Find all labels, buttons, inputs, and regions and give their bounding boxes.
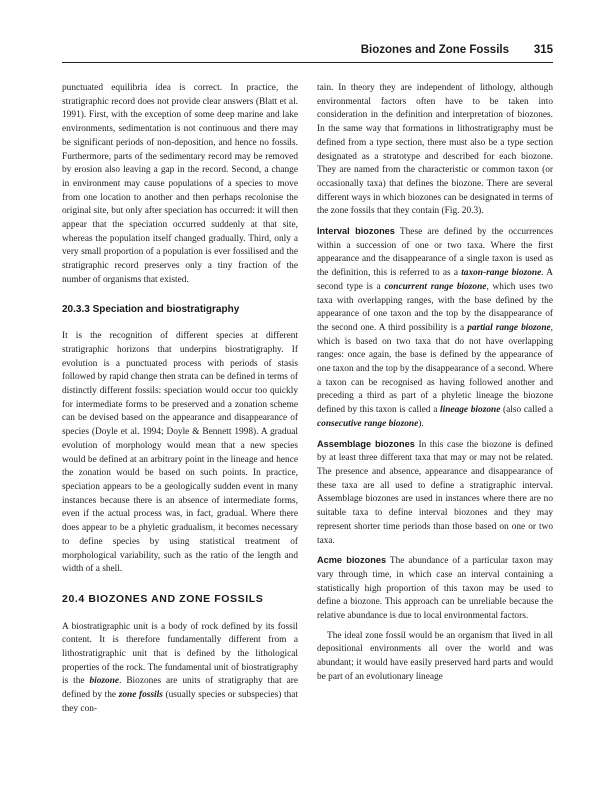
paragraph-interval-biozones (317, 225, 553, 432)
paragraph-ideal-zone-fossil: The ideal zone fossil would be an organism that lived in all depositional environments all over the world and was abundant; it would have easily preserved hard parts and would be part of an evolutionary lineage (317, 630, 553, 682)
paragraph-biostratigraphic-unit (62, 621, 298, 717)
paragraph-biozone-definition: tain. In theory they are independent of lithology, although environmental factors often have to be taken into consideration in the definition and interpretation of biozones. In the same way that formations in lithostratigraphy must be defined from a type section, there must also be a type section designated as a stratotype and described for each biozone. They are named from the characteristic or common taxon (or occasionally taxa) that defines the biozone. There are several different ways in which biozones can be designated in terms of the zone fossils that they contain (Fig. 20.3). (317, 83, 553, 217)
section-heading-biozones: 20.4 BIOZONES AND ZONE FOSSILS (62, 592, 264, 605)
text-run: , which uses two taxa with overlapping ranges, with the base defined by the appearance of one taxon and the top by the disappearance of the second one. A third possibility is a (317, 281, 553, 333)
paragraph-speciation: It is the recognition of different species at different stratigraphic horizons that underpins biostratigraphy. If evolution is a punctuated process with periods of stasis followed by rapid change then strata can be defined in terms of distinctly different fossils: speciation would occur too quickly for intermediate forms to be preserved and a zonation scheme can be devised based on the appearance and disappearance of species (Doyle et al. 1994; Doyle & Bennett 1998). A gradual evolution of morphology would mean that a new species would be defined at an arbitrary point in the lineage and hence the zonation would be based on such points. In practice, speciation appears to be a geologically sudden event in many instances because there is an absence of intermediate forms, even if the actual process was, in fact, gradual. Where there does appear to be a phyletic gradualism, it becomes necessary to define species by using statistical treatment of morphological variability, such as the ratio of the length and width of a shell. (62, 331, 298, 575)
term-lineage-biozone: lineage biozone (440, 405, 501, 416)
term-biozone: biozone (89, 676, 120, 687)
left-column (62, 82, 298, 717)
paragraph-acme-biozones (317, 554, 553, 624)
text-run: . A second type is a (317, 268, 554, 292)
text-run: A biostratigraphic unit is a body of rock defined by its fossil content. It is therefore fundamentally different from a lithostratigraphic unit that is defined by the lithological properties of the rock. The fundamental unit of biostratigraphy is the (62, 621, 298, 687)
running-header (62, 42, 553, 63)
runin-assemblage-biozones: Assemblage biozones (317, 438, 415, 449)
term-zone-fossils: zone fossils (118, 690, 163, 701)
text-run: In this case the biozone is defined by at least three different taxa that may or may not be related. The presence and absence, appearance and disappearance of these taxa are all used to define a stratigraphic interval. Assemblage biozones are used in instances where there are no suitable taxa to define interval biozones and they may represent shorter time periods than those based on one or two taxa. (317, 439, 553, 546)
term-taxon-range-biozone: taxon-range biozone (461, 268, 542, 279)
text-run: (also called a (500, 405, 553, 416)
term-partial-range-biozone: partial range biozone (467, 322, 551, 333)
text-run: . Biozones are units of stratigraphy that are defined by the (62, 676, 298, 701)
text-run: These are defined by the occurrences within a succession of one or two taxa. Where the first appearance and the disappearance of a single taxon is used as the definition, this is referred to as a (317, 227, 553, 279)
text-run: ). (418, 418, 424, 429)
text-run: , which is based on two taxa that do not have overlapping ranges: once again, the base is defined by the appearance of one taxon and the top by the disappearance of a second. Where a taxon can be recognised as having followed another and preceding a third as part of a phyletic lineage the biozone defined by this taxon is called a (317, 322, 554, 416)
section-heading-speciation: 20.3.3 Speciation and biostratigraphy (62, 303, 240, 315)
text-run: The abundance of a particular taxon may vary through time, in which case an interval containing a statistically high proportion of this taxon may be used to define a biozone. This approach can be unreliable because the relative abundance is due to local environmental factors. (317, 556, 553, 622)
running-title: Biozones and Zone Fossils (360, 44, 509, 56)
paragraph-punctuated-equilibria: punctuated equilibria idea is correct. In practice, the stratigraphic record does not provide clear answers (Blatt et al. 1991). First, with the exception of some deep marine and lake environments, sedimentation is not continuous and there may be significant periods of non-deposition, and hence no fossils. Furthermore, parts of the sedimentary record may be removed by erosion also leaving a gap in the record. Second, a change in environment may cause populations of a species to move from one location to another and then perhaps recolonise the original site, but only after speciation has occurred: it will then appear that the speciation occurred suddenly at that site, whereas the population itself changed gradually. Third, only a very small proportion of a population is ever fossilised and the stratigraphic record preserves only a tiny fraction of the number of organisms that existed. (62, 83, 298, 285)
term-concurrent-range-biozone: concurrent range biozone (384, 281, 487, 292)
term-consecutive-range-biozone: consecutive range biozone (317, 418, 419, 429)
text-run: (usually species or subspecies) that they con- (62, 690, 298, 714)
page-number: 315 (533, 44, 553, 56)
runin-interval-biozones: Interval biozones (317, 226, 395, 237)
right-column (317, 82, 553, 685)
runin-acme-biozones: Acme biozones (317, 555, 387, 566)
paragraph-assemblage-biozones (317, 438, 553, 549)
